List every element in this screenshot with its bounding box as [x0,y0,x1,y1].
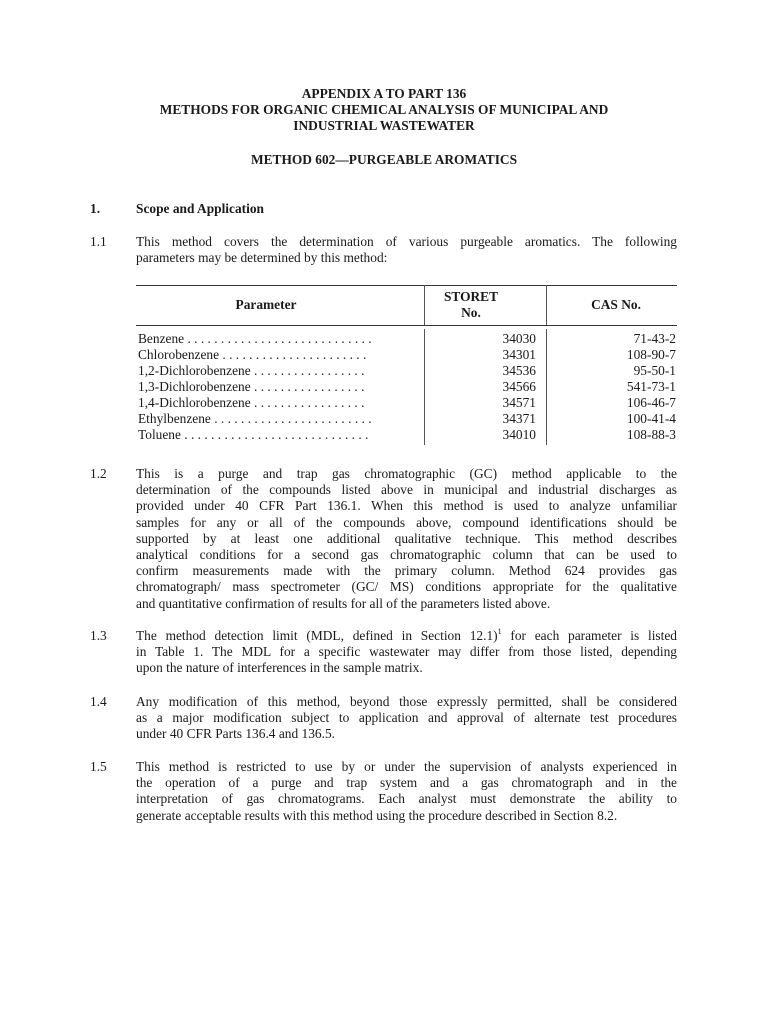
paragraph-line: analytical conditions for a second gas chromatographic column that can be used to [136,547,677,563]
paragraph-1-4 [136,694,677,743]
cell-storet: 34301 [502,347,536,362]
paragraph-text: The method detection limit (MDL, defined in Section 12.1) [136,628,498,643]
cell-cas: 108-88-3 [626,427,676,442]
paragraph-1-5 [136,759,677,824]
paragraph-line: This method is restricted to use by or under the supervision of analysts experienced in [136,759,677,774]
column-header-storet-line2: No. [461,305,481,320]
paragraph-line: chromatograph/ mass spectrometer (GC/ MS) conditions appropriate for the qualitative [136,579,677,595]
document-header [0,86,768,134]
table-row [136,395,677,411]
section-number: 1. [90,201,101,216]
paragraph-1-3 [136,628,677,677]
paragraph-line: Any modification of this method, beyond those expressly permitted, shall be considered [136,694,677,709]
cell-cas: 95-50-1 [633,363,676,378]
table-row [136,363,677,379]
section-title: Scope and Application [136,201,264,216]
cell-storet: 34566 [502,379,536,394]
cell-cas: 106-46-7 [626,395,676,410]
cell-parameter: 1,2-Dichlorobenzene . . . . . . . . . . . . . . . . . [138,363,365,378]
table-row [136,427,677,443]
table-top-rule [136,285,677,286]
paragraph-1-1 [136,234,677,266]
table-header-rule [136,325,677,326]
paragraph-line: This is a purge and trap gas chromatographic (GC) method applicable to the [136,466,677,481]
cell-storet: 34010 [502,427,536,442]
cell-storet: 34371 [502,411,536,426]
cell-storet: 34536 [502,363,536,378]
table-row [136,411,677,427]
paragraph-line: samples for any or all of the compounds above, compound identifications should be [136,514,677,530]
method-title: METHOD 602—PURGEABLE AROMATICS [250,152,518,167]
appendix-subtitle-line1: METHODS FOR ORGANIC CHEMICAL ANALYSIS OF MUNICIPAL AND [159,102,609,117]
column-header-cas: CAS No. [591,297,641,312]
column-header-storet [431,289,511,321]
cell-parameter: 1,3-Dichlorobenzene . . . . . . . . . . . . . . . . . [138,379,365,394]
paragraph-number-1-3: 1.3 [90,628,107,643]
paragraph-number-1-4: 1.4 [90,694,107,709]
paragraph-line [136,628,677,644]
cell-parameter: 1,4-Dichlorobenzene . . . . . . . . . . . . . . . . . [138,395,365,410]
cell-storet: 34030 [502,331,536,346]
cell-parameter: Chlorobenzene . . . . . . . . . . . . . . . . . . . . . . [138,347,367,362]
paragraph-line: generate acceptable results with this method using the procedure described in Section 8.2. [136,807,618,823]
paragraph-line: upon the nature of interferences in the sample matrix. [136,660,423,676]
column-divider [546,285,547,325]
paragraph-number-1-2: 1.2 [90,466,107,481]
column-divider [424,285,425,325]
paragraph-line: supported by at least one additional qualitative technique. This method describes [136,530,677,546]
paragraph-line: interpretation of gas chromatograms. Each analyst must demonstrate the ability to [136,791,677,807]
appendix-title: APPENDIX A TO PART 136 [301,86,467,101]
footnote-marker: 1 [497,626,502,636]
cell-cas: 71-43-2 [633,331,676,346]
paragraph-number-1-1: 1.1 [90,234,107,249]
appendix-subtitle-line2: INDUSTRIAL WASTEWATER [293,118,475,133]
cell-parameter: Ethylbenzene . . . . . . . . . . . . . . . . . . . . . . . . [138,411,372,426]
paragraph-line: This method covers the determination of various purgeable aromatics. The following [136,234,677,249]
table-row [136,379,677,395]
paragraph-line: determination of the compounds listed above in municipal and industrial discharges as [136,482,677,498]
paragraph-line: confirm measurements made with the primary column. Method 624 provides gas [136,563,677,579]
paragraph-line: the operation of a purge and trap system and a gas chromatograph and in the [136,775,677,791]
paragraph-number-1-5: 1.5 [90,759,107,774]
column-header-storet-line1: STORET [443,289,499,304]
cell-parameter: Toluene . . . . . . . . . . . . . . . . . . . . . . . . . . . . [138,427,369,442]
paragraph-line: and quantitative confirmation of results for all of the parameters listed above. [136,595,551,611]
table-row [136,331,677,347]
cell-cas: 108-90-7 [626,347,676,362]
column-divider-after-parameter [424,329,425,445]
paragraph-text: for each parameter is listed [501,628,677,643]
cell-cas: 100-41-4 [626,411,676,426]
paragraph-line: as a major modification subject to application and approval of alternate test procedures [136,710,677,726]
cell-storet: 34571 [502,395,536,410]
table-row [136,347,677,363]
column-header-parameter: Parameter [235,297,297,312]
paragraph-line: in Table 1. The MDL for a specific wastewater may differ from those listed, depending [136,644,677,660]
paragraph-1-2 [136,466,677,612]
cell-cas: 541-73-1 [626,379,676,394]
paragraph-line: provided under 40 CFR Part 136.1. When this method is used to analyze unfamiliar [136,498,677,514]
column-divider-after-storet [546,329,547,445]
paragraph-line: under 40 CFR Parts 136.4 and 136.5. [136,726,335,742]
paragraph-line: parameters may be determined by this method: [136,250,388,266]
cell-parameter: Benzene . . . . . . . . . . . . . . . . . . . . . . . . . . . . [138,331,372,346]
